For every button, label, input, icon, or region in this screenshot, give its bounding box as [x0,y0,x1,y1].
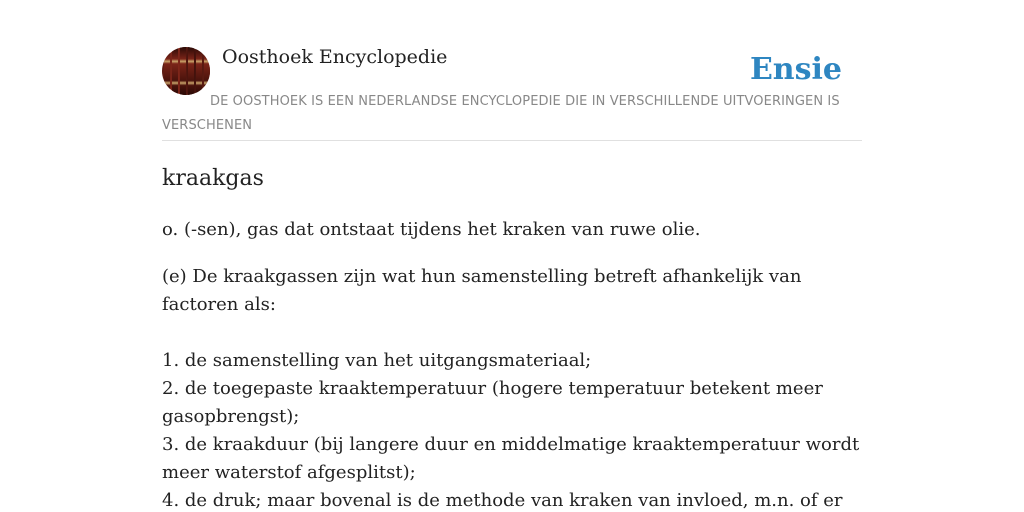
site-name-link[interactable]: Oosthoek Encyclopedie [222,46,448,68]
explanation-intro: (e) De kraakgassen zijn wat hun samenstelling betreft afhankelijk van factoren als: [162,266,802,315]
factor-item: 2. de toegepaste kraaktemperatuur (hogere temperatuur betekent meer gasopbrengst); [162,378,823,427]
entry-term: kraakgas [162,166,264,191]
factor-item: 4. de druk; maar bovenal is de methode van kraken van invloed, m.n. of er [162,490,843,511]
entry-definition: o. (-sen), gas dat ontstaat tijdens het kraken van ruwe olie. [162,219,701,240]
factor-item: 3. de kraakduur (bij langere duur en middelmatige kraaktemperatuur wordt meer waterstof afgesplitst); [162,434,860,483]
factor-item: 1. de samenstelling van het uitgangsmateriaal; [162,350,592,371]
ensie-logo-link[interactable]: Ensie [749,52,842,87]
encyclopedia-books-icon[interactable] [162,47,210,95]
site-tagline: DE OOSTHOEK IS EEN NEDERLANDSE ENCYCLOPEDIE DIE IN VERSCHILLENDE UITVOERINGEN IS VERSCHENEN [162,94,840,133]
site-header [162,0,862,141]
entry-explanation [162,263,862,512]
entry-content [162,160,862,512]
